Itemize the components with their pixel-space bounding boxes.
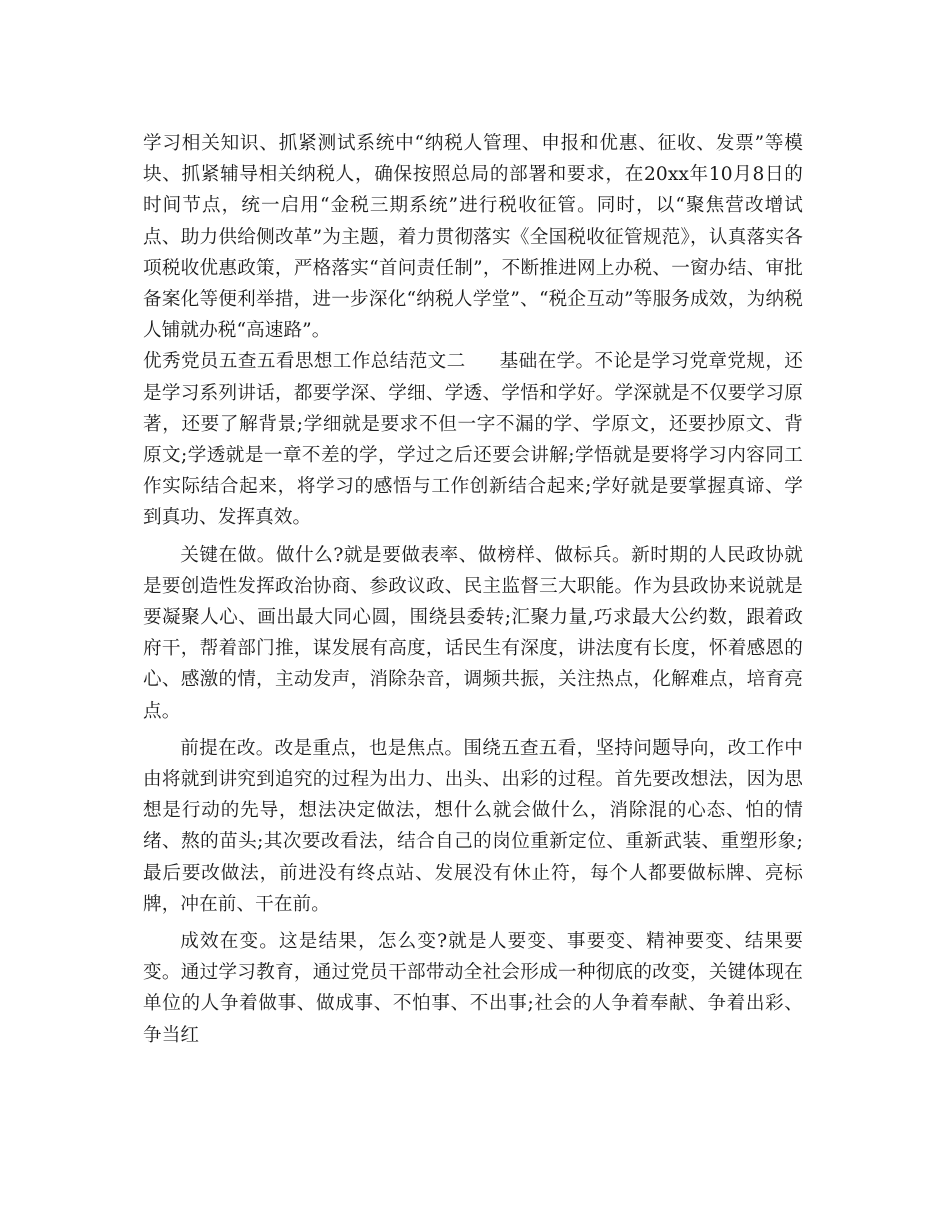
document-page: [143, 128, 803, 1051]
document-title: 优秀党员五查五看思想工作总结范文二: [143, 351, 466, 373]
paragraph-key-in-doing: 关键在做。做什么?就是要做表率、做榜样、做标兵。新时期的人民政协就是要创造性发挥政治协商、参政议政、民主监督三大职能。作为县政协来说就是要凝聚人心、画出最大同心圆，围绕县委转;汇聚力量,巧求最大公约数，跟着政府干，帮着部门推，谋发展有高度，话民生有深度，讲法度有长度，怀着感恩的心、感激的情，主动发声，消除杂音，调频共振，关注热点，化解难点，培育亮点。: [143, 544, 803, 722]
paragraph-premise-in-change: 前提在改。改是重点，也是焦点。围绕五查五看，坚持问题导向，改工作中由将就到讲究到追究的过程为出力、出头、出彩的过程。首先要改想法，因为思想是行动的先导，想法决定做法，想什么就会做什么，消除混的心态、怕的情绪、熬的苗头;其次要改看法，结合自己的岗位重新定位、重新武装、重塑形象;最后要改做法，前进没有终点站、发展没有休止符，每个人都要做标牌、亮标牌，冲在前、干在前。: [143, 737, 803, 915]
paragraph-tax-services: 学习相关知识、抓紧测试系统中“纳税人管理、申报和优惠、征收、发票”等模块、抓紧辅导相关纳税人，确保按照总局的部署和要求，在20xx年10月8日的时间节点，统一启用“金税三期系统”进行税收征管。同时，以“聚焦营改增试点、助力供给侧改革”为主题，着力贯彻落实《全国税收征管规范》，认真落实各项税收优惠政策，严格落实“首问责任制”，不断推进网上办税、一窗办结、审批备案化等便利举措，进一步深化“纳税人学堂”、“税企互动”等服务成效，为纳税人铺就办税“高速路”。: [143, 133, 803, 342]
paragraph-results-in-transformation: 成效在变。这是结果，怎么变?就是人要变、事要变、精神要变、结果要变。通过学习教育，通过党员干部带动全社会形成一种彻底的改变，关键体现在单位的人争着做事、做成事、不怕事、不出事;社会的人争着奉献、争着出彩、争当红: [143, 931, 803, 1046]
paragraph-study-text: 基础在学。不论是学习党章党规，还是学习系列讲话，都要学深、学细、学透、学悟和学好。学深就是不仅要学习原著，还要了解背景;学细就是要求不但一字不漏的学、学原文，还要抄原文、背原文;学透就是一章不差的学，学过之后还要会讲解;学悟就是要将学习内容同工作实际结合起来，将学习的感悟与工作创新结合起来;学好就是要掌握真谛、学到真功、发挥真效。: [143, 351, 804, 529]
paragraph-study-foundation: [143, 346, 803, 533]
